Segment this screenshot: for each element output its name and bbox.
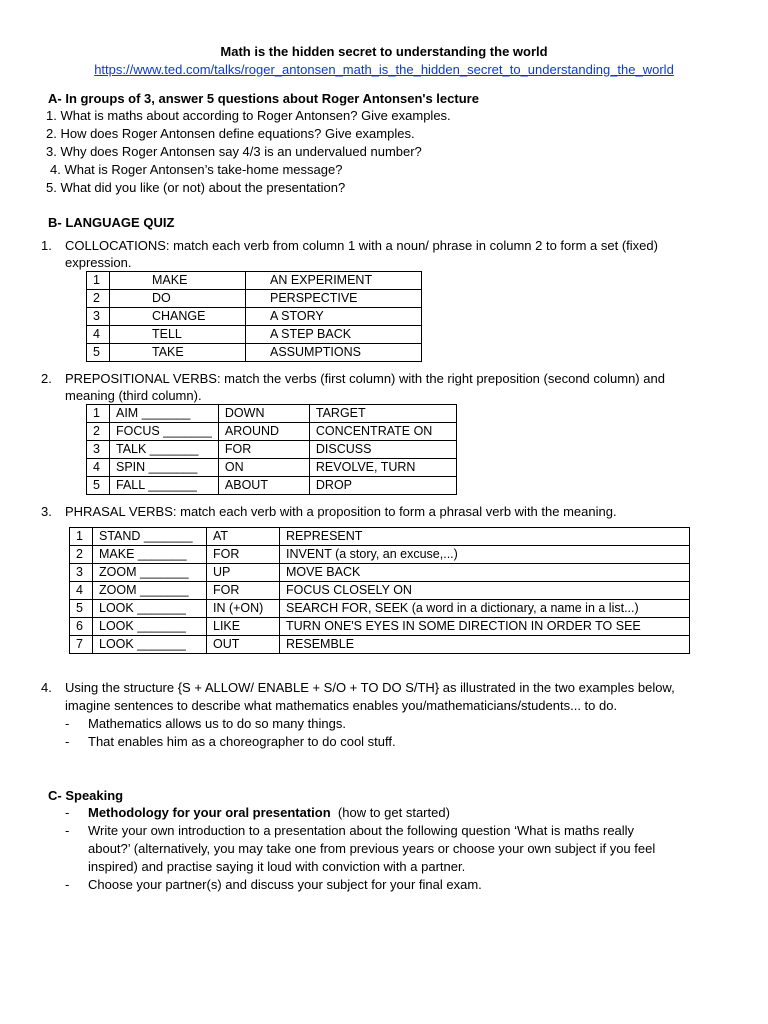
row-number: 1 [87, 272, 110, 290]
meaning-cell: MOVE BACK [280, 564, 690, 582]
quiz-2-instructions-cont: meaning (third column). [65, 388, 202, 403]
bullet-dash: - [65, 805, 70, 820]
example-2: That enables him as a choreographer to do cool stuff. [88, 734, 396, 749]
table-row [70, 564, 690, 582]
preposition-cell: DOWN [218, 405, 309, 423]
table-row [87, 290, 422, 308]
preposition-cell: AROUND [218, 423, 309, 441]
preposition-cell: ABOUT [218, 477, 309, 495]
row-number: 6 [70, 618, 93, 636]
noun-cell: A STORY [246, 308, 422, 326]
noun-cell: A STEP BACK [246, 326, 422, 344]
introduction-task-line-3: inspired) and practise saying it loud with conviction with a partner. [88, 859, 466, 874]
preposition-cell: OUT [207, 636, 280, 654]
verb-cell: SPIN _______ [110, 459, 219, 477]
verb-cell: FALL _______ [110, 477, 219, 495]
document-title: Math is the hidden secret to understanding the world [220, 44, 548, 59]
table-row [87, 272, 422, 290]
verb-cell: LOOK _______ [93, 600, 207, 618]
row-number: 1 [70, 528, 93, 546]
table-row [87, 441, 457, 459]
preposition-cell: ON [218, 459, 309, 477]
meaning-cell: INVENT (a story, an excuse,...) [280, 546, 690, 564]
row-number: 5 [87, 344, 110, 362]
verb-cell: TALK _______ [110, 441, 219, 459]
meaning-cell: DROP [309, 477, 456, 495]
preposition-cell: FOR [218, 441, 309, 459]
row-number: 4 [87, 326, 110, 344]
table-row [87, 477, 457, 495]
quiz-3-number: 3. [41, 504, 52, 519]
meaning-cell: TURN ONE'S EYES IN SOME DIRECTION IN ORDER TO SEE [280, 618, 690, 636]
quiz-3-instructions: PHRASAL VERBS: match each verb with a proposition to form a phrasal verb with the meaning. [65, 504, 617, 519]
verb-cell: ZOOM _______ [93, 564, 207, 582]
meaning-cell: FOCUS CLOSELY ON [280, 582, 690, 600]
meaning-cell: REPRESENT [280, 528, 690, 546]
collocations-table [86, 271, 422, 362]
verb-cell: MAKE _______ [93, 546, 207, 564]
quiz-1-instructions: COLLOCATIONS: match each verb from column 1 with a noun/ phrase in column 2 to form a set (fixed) [65, 238, 658, 253]
question-5: 5. What did you like (or not) about the presentation? [46, 180, 346, 195]
bullet-dash: - [65, 734, 70, 749]
methodology-label: Methodology for your oral presentation [88, 805, 331, 820]
table-row [70, 582, 690, 600]
table-row [70, 546, 690, 564]
row-number: 3 [87, 441, 110, 459]
section-a-heading: A- In groups of 3, answer 5 questions about Roger Antonsen's lecture [48, 91, 479, 106]
noun-cell: ASSUMPTIONS [246, 344, 422, 362]
methodology-item [88, 805, 450, 820]
meaning-cell: TARGET [309, 405, 456, 423]
noun-cell: AN EXPERIMENT [246, 272, 422, 290]
verb-cell: AIM _______ [110, 405, 219, 423]
row-number: 5 [87, 477, 110, 495]
table-row [87, 459, 457, 477]
verb-cell: TAKE [110, 344, 246, 362]
row-number: 1 [87, 405, 110, 423]
ted-talk-link[interactable]: https://www.ted.com/talks/roger_antonsen_math_is_the_hidden_secret_to_understanding_the_world [94, 62, 674, 77]
partner-task: Choose your partner(s) and discuss your subject for your final exam. [88, 877, 482, 892]
preposition-cell: FOR [207, 546, 280, 564]
table-row [87, 423, 457, 441]
question-4: 4. What is Roger Antonsen’s take-home message? [50, 162, 343, 177]
table-row [87, 308, 422, 326]
meaning-cell: SEARCH FOR, SEEK (a word in a dictionary, a name in a list...) [280, 600, 690, 618]
question-2: 2. How does Roger Antonsen define equations? Give examples. [46, 126, 415, 141]
verb-cell: DO [110, 290, 246, 308]
meaning-cell: CONCENTRATE ON [309, 423, 456, 441]
meaning-cell: REVOLVE, TURN [309, 459, 456, 477]
table-row [87, 326, 422, 344]
verb-cell: STAND _______ [93, 528, 207, 546]
table-row [70, 528, 690, 546]
row-number: 5 [70, 600, 93, 618]
row-number: 7 [70, 636, 93, 654]
quiz-4-instructions-cont: imagine sentences to describe what mathematics enables you/mathematicians/students... to do. [65, 698, 618, 713]
bullet-dash: - [65, 877, 70, 892]
quiz-2-number: 2. [41, 371, 52, 386]
verb-cell: ZOOM _______ [93, 582, 207, 600]
row-number: 4 [87, 459, 110, 477]
question-3: 3. Why does Roger Antonsen say 4/3 is an undervalued number? [46, 144, 422, 159]
verb-cell: TELL [110, 326, 246, 344]
table-row [70, 636, 690, 654]
preposition-cell: UP [207, 564, 280, 582]
bullet-dash: - [65, 823, 70, 838]
meaning-cell: RESEMBLE [280, 636, 690, 654]
preposition-cell: FOR [207, 582, 280, 600]
row-number: 3 [87, 308, 110, 326]
preposition-cell: LIKE [207, 618, 280, 636]
methodology-note: (how to get started) [330, 805, 450, 820]
quiz-1-instructions-cont: expression. [65, 255, 132, 270]
example-1: Mathematics allows us to do so many things. [88, 716, 346, 731]
question-1: 1. What is maths about according to Roger Antonsen? Give examples. [46, 108, 451, 123]
preposition-cell: IN (+ON) [207, 600, 280, 618]
row-number: 2 [87, 423, 110, 441]
row-number: 2 [87, 290, 110, 308]
section-b-heading: B- LANGUAGE QUIZ [48, 215, 175, 230]
bullet-dash: - [65, 716, 70, 731]
row-number: 4 [70, 582, 93, 600]
meaning-cell: DISCUSS [309, 441, 456, 459]
section-c-heading: C- Speaking [48, 788, 124, 803]
quiz-1-number: 1. [41, 238, 52, 253]
preposition-cell: AT [207, 528, 280, 546]
quiz-2-instructions: PREPOSITIONAL VERBS: match the verbs (first column) with the right preposition (second column) and [65, 371, 665, 386]
introduction-task-line-2: about?’ (alternatively, you may take one from previous years or choose your own subject if you feel [88, 841, 656, 856]
introduction-task-line-1: Write your own introduction to a presentation about the following question ‘What is maths really [88, 823, 635, 838]
table-row [70, 618, 690, 636]
verb-cell: FOCUS _______ [110, 423, 219, 441]
verb-cell: LOOK _______ [93, 636, 207, 654]
verb-cell: MAKE [110, 272, 246, 290]
phrasal-verbs-table [69, 527, 690, 654]
table-row [70, 600, 690, 618]
table-row [87, 405, 457, 423]
verb-cell: CHANGE [110, 308, 246, 326]
row-number: 3 [70, 564, 93, 582]
quiz-4-instructions: Using the structure {S + ALLOW/ ENABLE + S/O + TO DO S/TH} as illustrated in the two examples below, [65, 680, 675, 695]
prepositional-verbs-table [86, 404, 457, 495]
table-row [87, 344, 422, 362]
quiz-4-number: 4. [41, 680, 52, 695]
verb-cell: LOOK _______ [93, 618, 207, 636]
row-number: 2 [70, 546, 93, 564]
noun-cell: PERSPECTIVE [246, 290, 422, 308]
